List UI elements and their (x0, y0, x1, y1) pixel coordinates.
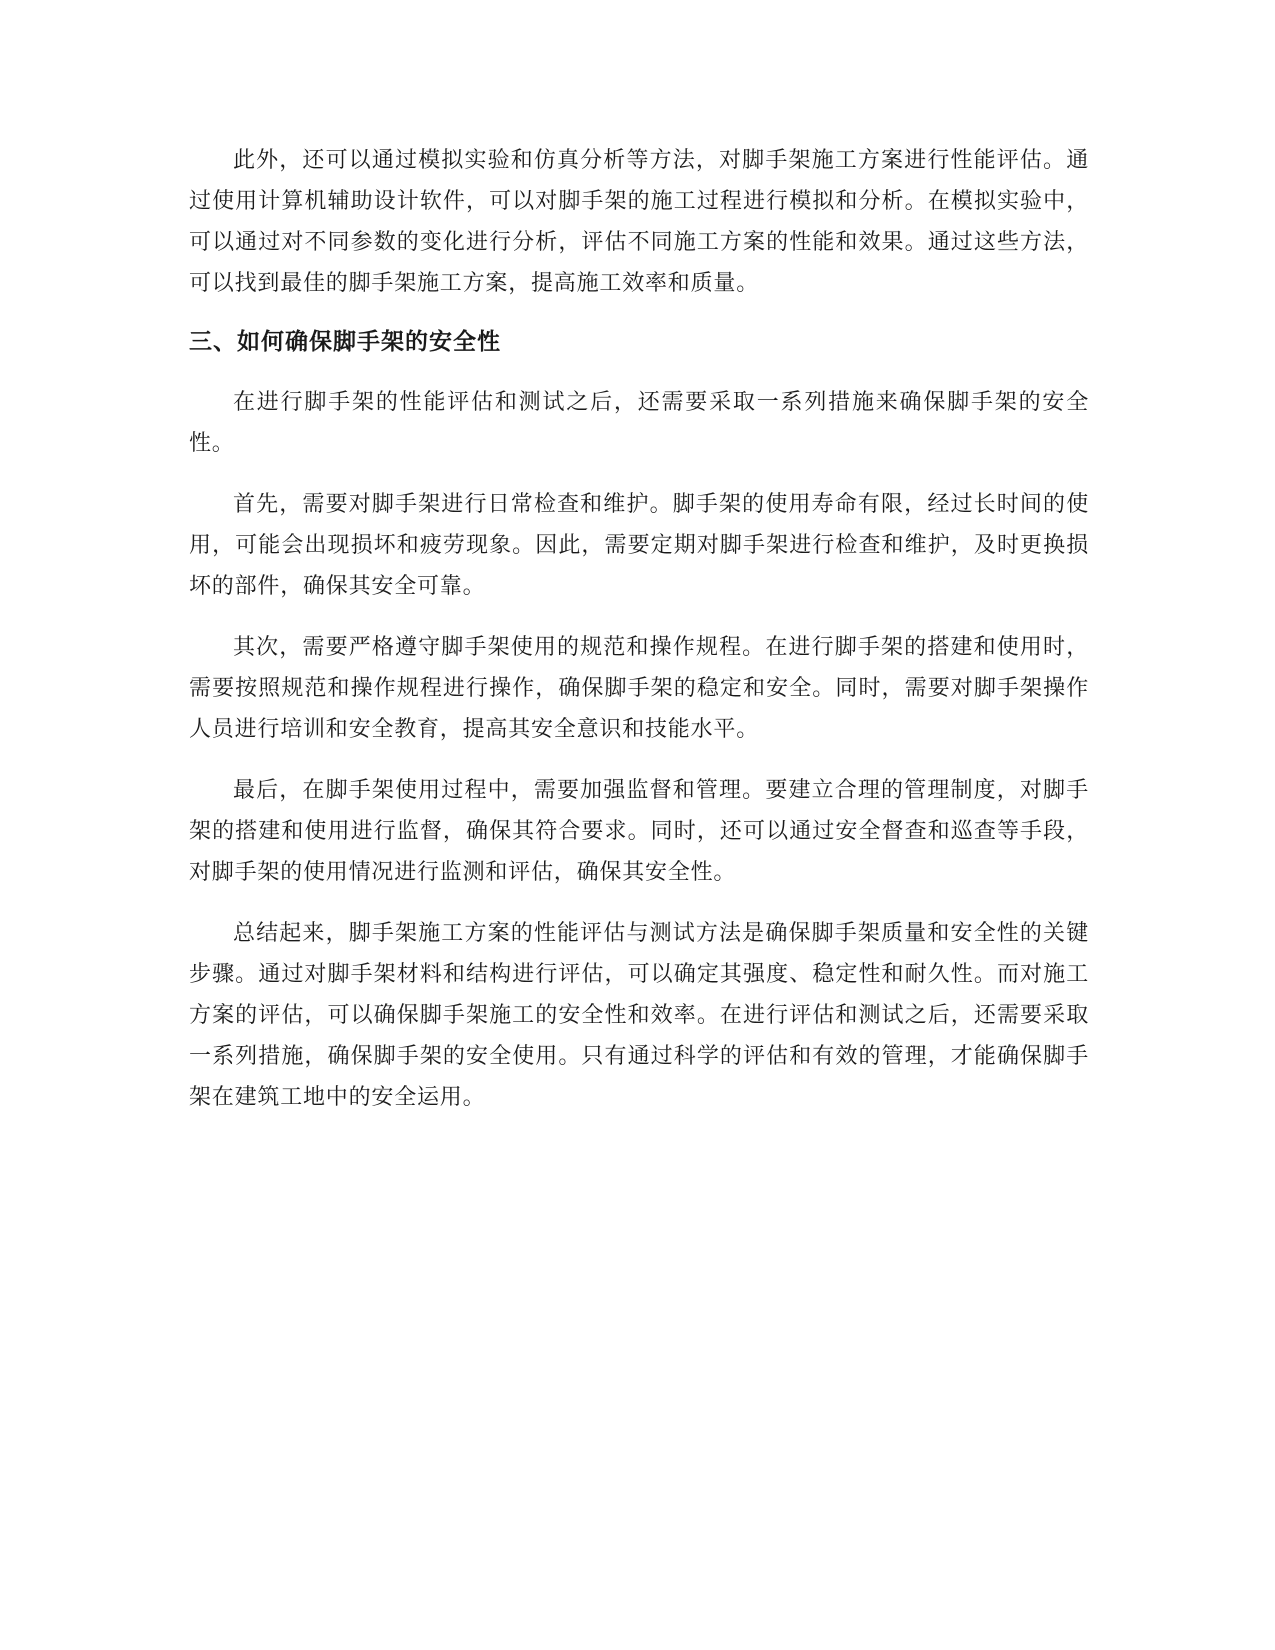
paragraph-daily-inspection: 首先，需要对脚手架进行日常检查和维护。脚手架的使用寿命有限，经过长时间的使用，可能会出现损坏和疲劳现象。因此，需要定期对脚手架进行检查和维护，及时更换损坏的部件，确保其安全可靠。 (189, 492, 1089, 599)
paragraph-safety-intro: 在进行脚手架的性能评估和测试之后，还需要采取一系列措施来确保脚手架的安全性。 (189, 390, 1089, 456)
document-body (189, 140, 1089, 1118)
section-heading-scaffold-safety: 三、如何确保脚手架的安全性 (189, 329, 501, 355)
paragraph-conclusion: 总结起来，脚手架施工方案的性能评估与测试方法是确保脚手架质量和安全性的关键步骤。通过对脚手架材料和结构进行评估，可以确定其强度、稳定性和耐久性。而对施工方案的评估，可以确保脚手架施工的安全性和效率。在进行评估和测试之后，还需要采取一系列措施，确保脚手架的安全使用。只有通过科学的评估和有效的管理，才能确保脚手架在建筑工地中的安全运用。 (189, 921, 1089, 1110)
paragraph-simulation-analysis: 此外，还可以通过模拟实验和仿真分析等方法，对脚手架施工方案进行性能评估。通过使用计算机辅助设计软件，可以对脚手架的施工过程进行模拟和分析。在模拟实验中，可以通过对不同参数的变化进行分析，评估不同施工方案的性能和效果。通过这些方法，可以找到最佳的脚手架施工方案，提高施工效率和质量。 (189, 148, 1089, 296)
paragraph-follow-regulations: 其次，需要严格遵守脚手架使用的规范和操作规程。在进行脚手架的搭建和使用时，需要按照规范和操作规程进行操作，确保脚手架的稳定和安全。同时，需要对脚手架操作人员进行培训和安全教育，提高其安全意识和技能水平。 (189, 635, 1089, 742)
paragraph-supervision-management: 最后，在脚手架使用过程中，需要加强监督和管理。要建立合理的管理制度，对脚手架的搭建和使用进行监督，确保其符合要求。同时，还可以通过安全督查和巡查等手段，对脚手架的使用情况进行监测和评估，确保其安全性。 (189, 778, 1089, 885)
